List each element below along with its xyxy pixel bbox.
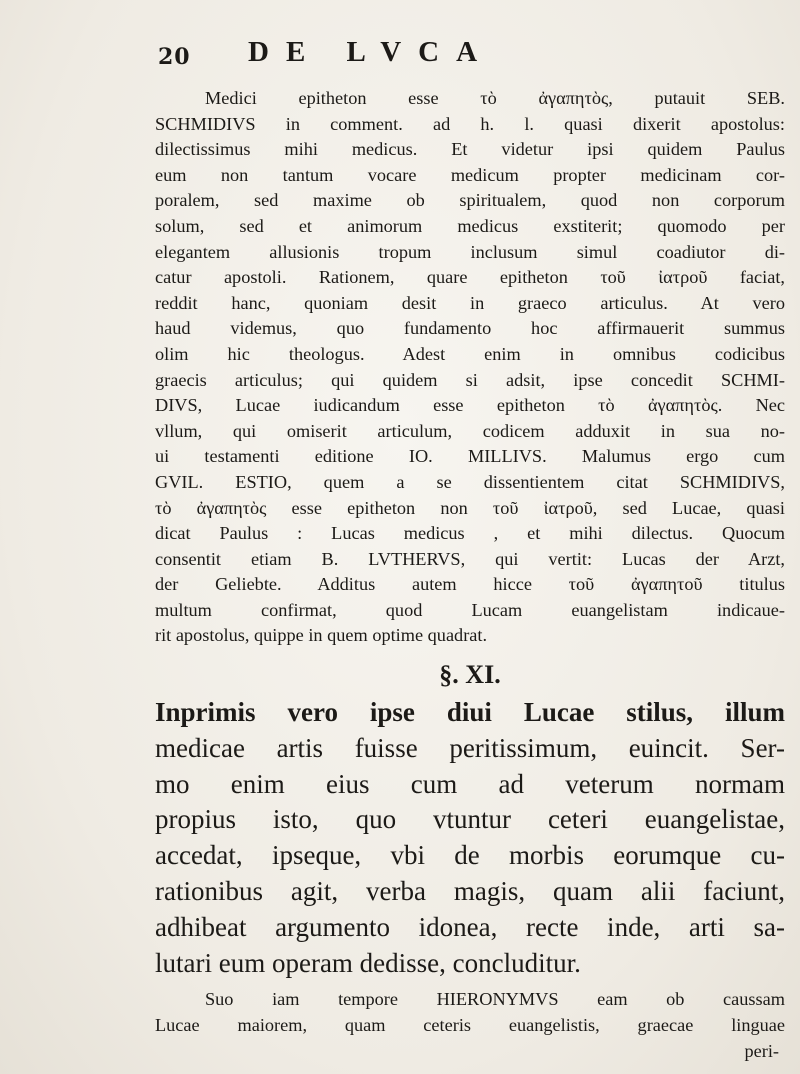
catchword: peri- — [744, 1040, 779, 1061]
text-line: reddit hanc, quoniam desit in graeco articulus. At vero — [155, 292, 785, 313]
text-line: Lucae maiorem, quam ceteris euangelistis, graecae linguae — [155, 1015, 785, 1036]
text-line: τὸ ἀγαπητὸς esse epitheton non τοῦ ἰατροῦ, sed Lucae, quasi — [155, 497, 785, 518]
text-line: rit apostolus, quippe in quem optime quadrat. — [155, 625, 488, 646]
paragraph-hieronymus — [155, 987, 785, 1064]
text-line: GVIL. ESTIO, quem a se dissentientem citat SCHMIDIVS, — [155, 471, 785, 492]
text-line: catur apostoli. Rationem, quare epitheton τοῦ ἰατροῦ faciat, — [155, 267, 785, 288]
text-line: elegantem allusionis tropum inclusum simul coadiutor di- — [155, 241, 785, 262]
text-line: dicat Paulus : Lucas medicus , et mihi dilectus. Quocum — [155, 523, 785, 544]
text-line: propius isto, quo vtuntur ceteri euangelistae, — [155, 804, 785, 835]
text-line: poralem, sed maxime ob spiritualem, quod non corporum — [155, 190, 785, 211]
page-header — [0, 36, 800, 76]
text-line: multum confirmat, quod Lucam euangelistam indicaue- — [155, 599, 785, 620]
text-line: vllum, qui omiserit articulum, codicem adduxit in sua no- — [155, 420, 785, 441]
text-line: SCHMIDIVS in comment. ad h. l. quasi dixerit apostolus: — [155, 113, 785, 134]
text-line: lutari eum operam dedisse, concluditur. — [155, 947, 581, 978]
text-line: eum non tantum vocare medicum propter medicinam cor- — [155, 164, 785, 185]
text-line: medicae artis fuisse peritissimum, euincit. Ser- — [155, 732, 785, 763]
paragraph-stilus — [155, 695, 785, 981]
text-line: graecis articulus; qui quidem si adsit, ipse concedit SCHMI- — [155, 369, 785, 390]
text-line: solum, sed et animorum medicus exstiterit; quomodo per — [155, 215, 785, 236]
page-number: 20 — [158, 44, 191, 70]
section-heading: §. XI. — [439, 660, 501, 690]
text-line: Inprimis vero ipse diui Lucae stilus, illum — [155, 697, 785, 728]
text-line: der Geliebte. Additus autem hicce τοῦ ἀγαπητοῦ titulus — [155, 574, 785, 595]
text-line: Suo iam tempore HIERONYMVS eam ob caussam — [205, 989, 785, 1010]
text-line: haud videmus, quo fundamento hoc affirmauerit summus — [155, 318, 785, 339]
text-line: ui testamenti editione IO. MILLIVS. Malumus ergo cum — [155, 446, 785, 467]
text-line: accedat, ipseque, vbi de morbis eorumque cu- — [155, 840, 785, 871]
text-line: adhibeat argumento idonea, recte inde, arti sa- — [155, 911, 785, 942]
running-head: DE LVCA — [248, 36, 495, 68]
text-line: olim hic theologus. Adest enim in omnibus codicibus — [155, 343, 785, 364]
text-line: DIVS, Lucae iudicandum esse epitheton τὸ ἀγαπητὸς. Nec — [155, 395, 785, 416]
text-block — [155, 86, 785, 1064]
text-line: consentit etiam B. LVTHERVS, qui vertit: Lucas der Arzt, — [155, 548, 785, 569]
text-line: Medici epitheton esse τὸ ἀγαπητὸς, putauit SEB. — [205, 88, 785, 108]
text-line: rationibus agit, verba magis, quam alii faciunt, — [155, 876, 785, 907]
text-line: mo enim eius cum ad veterum normam — [155, 768, 785, 799]
paragraph-epitheton — [155, 86, 785, 649]
text-line: dilectissimus mihi medicus. Et videtur ipsi quidem Paulus — [155, 139, 785, 160]
